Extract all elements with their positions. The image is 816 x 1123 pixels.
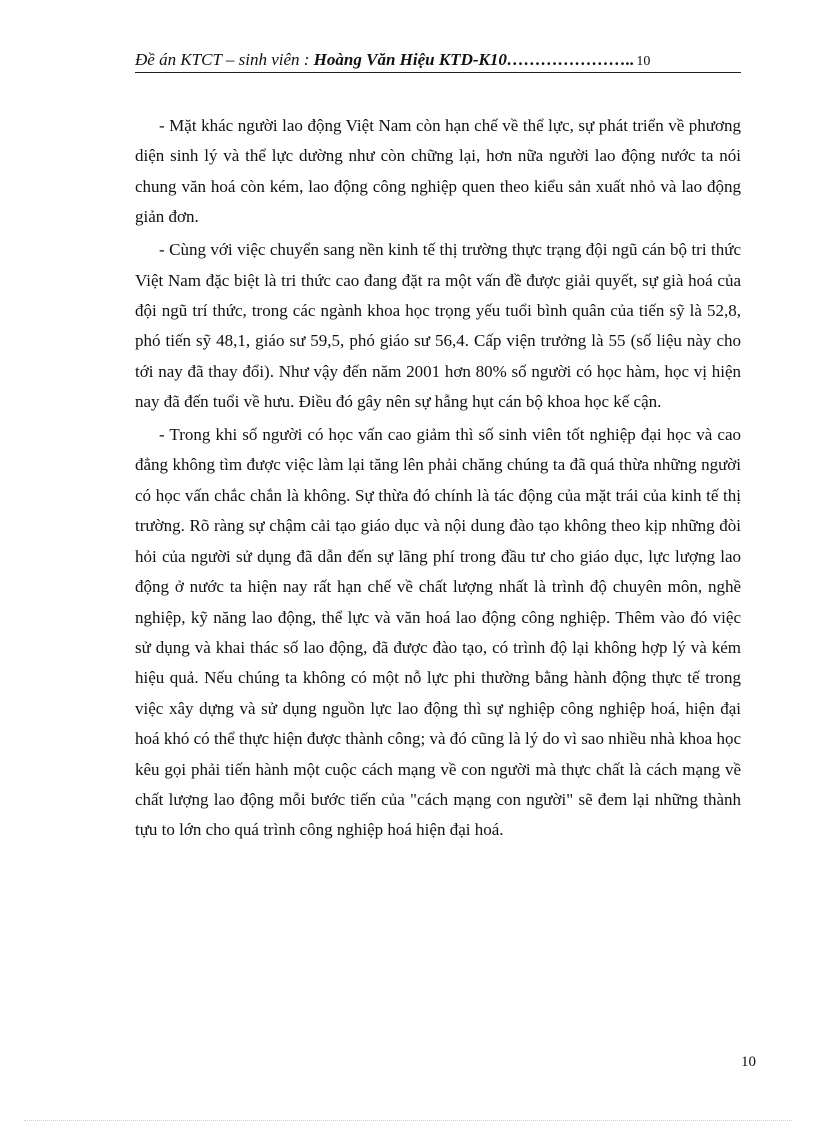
footer-page-number: 10 [741,1054,756,1070]
header-prefix: Đề án KTCT – sinh viên : [135,50,314,69]
page-header [135,48,741,73]
header-page-number: 10 [636,54,651,69]
header-author: Hoàng Văn Hiệu KTD-K10 [313,50,507,69]
paragraph-2: - Cùng với việc chuyển sang nền kinh tế thị trường thực trạng đội ngũ cán bộ tri thức Việt Nam đặc biệt là tri thức cao đang đặt ra một vấn đề được giải quyết, sự già hoá của đội ngũ trí thức, trong các ngành khoa học trọng yếu tuổi bình quân của tiến sỹ là 52,8, phó tiến sỹ 48,1, giáo sư 59,5, phó giáo sư 56,4. Cấp viện trưởng là 55 (số liệu này cho tới nay đã thay đổi). Như vậy đến năm 2001 hơn 80% số người có học hàm, học vị hiện nay đã đến tuổi về hưu. Điều đó gây nên sự hẫng hụt cán bộ khoa học kế cận. [135,240,741,412]
header-dots: ………………….. [506,50,635,69]
page-bottom-divider [24,1120,792,1121]
paragraph-3: - Trong khi số người có học vấn cao giảm thì số sinh viên tốt nghiệp đại học và cao đẳng không tìm được việc làm lại tăng lên phải chăng chúng ta đã quá thừa những người có học vấn chắc chắn là không. Sự thừa đó chính là tác động của mặt trái của kinh tế thị trường. Rõ ràng sự chậm cải tạo giáo dục và nội dung đào tạo không theo kịp những đòi hỏi của người sử dụng đã dẫn đến sự lãng phí trong đầu tư cho giáo dục, lực lượng lao động ở nước ta hiện nay rất hạn chế về chất lượng nhất là trình độ chuyên môn, nghề nghiệp, kỹ năng lao động, thể lực và văn hoá lao động công nghiệp. Thêm vào đó việc sử dụng và khai thác số lao động, đã được đào tạo, có trình độ lại không hợp lý và kém hiệu quả. Nếu chúng ta không có một nỗ lực phi thường bằng hành động thực tế trong việc xây dựng và sử dụng nguồn lực lao động thì sự nghiệp công nghiệp hoá, hiện đại hoá khó có thể thực hiện được thành công; và đó cũng là lý do vì sao nhiều nhà khoa học kêu gọi phải tiến hành một cuộc cách mạng về con người mà thực chất là cách mạng về chất lượng lao động mỗi bước tiến của "cách mạng con người" sẽ đem lại những thành tựu to lớn cho quá trình công nghiệp hoá hiện đại hoá. [135,425,741,840]
paragraph-1: - Mặt khác người lao động Việt Nam còn hạn chế về thể lực, sự phát triển về phương diện sinh lý và thể lực dường như còn chững lại, hơn nữa người lao động nước ta nói chung văn hoá còn kém, lao động công nghiệp quen theo kiểu sản xuất nhỏ và lao động giản đơn. [135,116,741,227]
body-text [135,111,741,848]
